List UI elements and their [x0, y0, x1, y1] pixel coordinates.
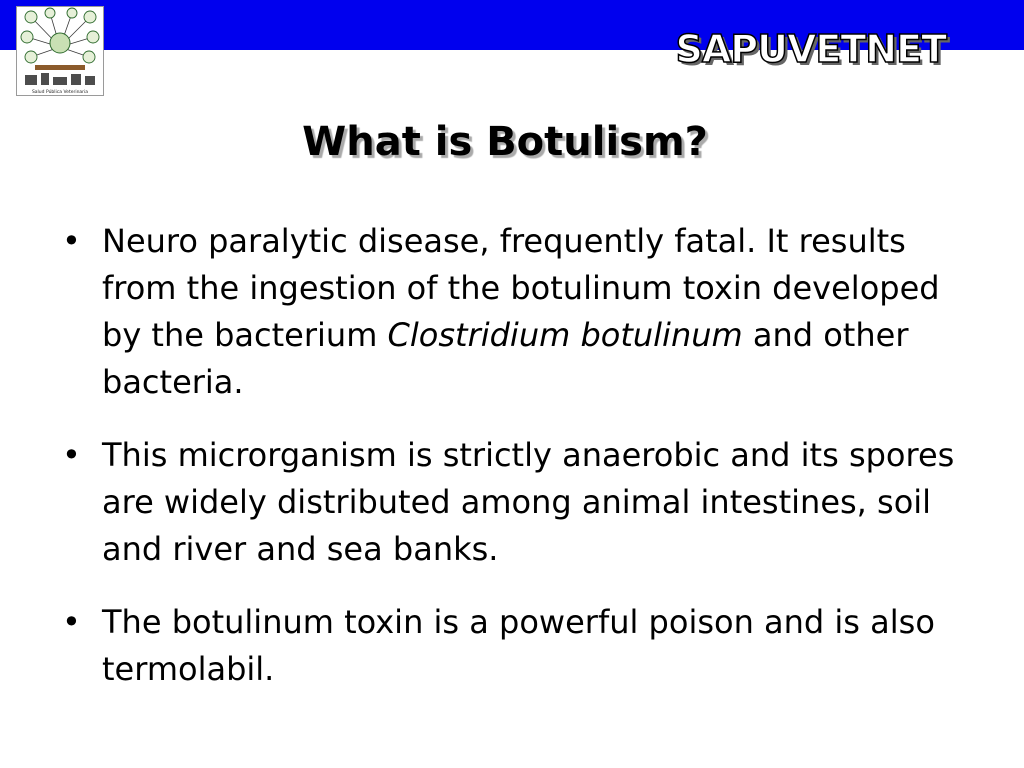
bullet-item [60, 218, 980, 406]
bullet-text: This microrganism is strictly anaerobic and its spores are widely distributed among animal intestines, soil and river and sea banks. [102, 436, 955, 568]
bullet-marker: • [62, 436, 81, 474]
sapuvetnet-logo [16, 6, 104, 96]
bullet-text-italic: Clostridium botulinum [387, 316, 743, 354]
bullet-item [60, 599, 980, 693]
brand-wordmark: SAPUVETNET [675, 27, 946, 71]
bullet-text: and other bacteria. [102, 316, 909, 401]
slide-title: What is Botulism? [302, 119, 708, 165]
bullet-text: Neuro paralytic disease, frequently fatal. It results from the ingestion of the botulinum toxin developed by the bacterium [102, 222, 940, 354]
logo-caption: Salud Pública Veterinaria [31, 90, 89, 95]
bullet-marker: • [62, 222, 81, 260]
bullet-item [60, 432, 980, 573]
bullet-text: The botulinum toxin is a powerful poison and is also termolabil. [102, 603, 935, 688]
bullet-list [60, 218, 980, 719]
bullet-marker: • [62, 603, 81, 641]
